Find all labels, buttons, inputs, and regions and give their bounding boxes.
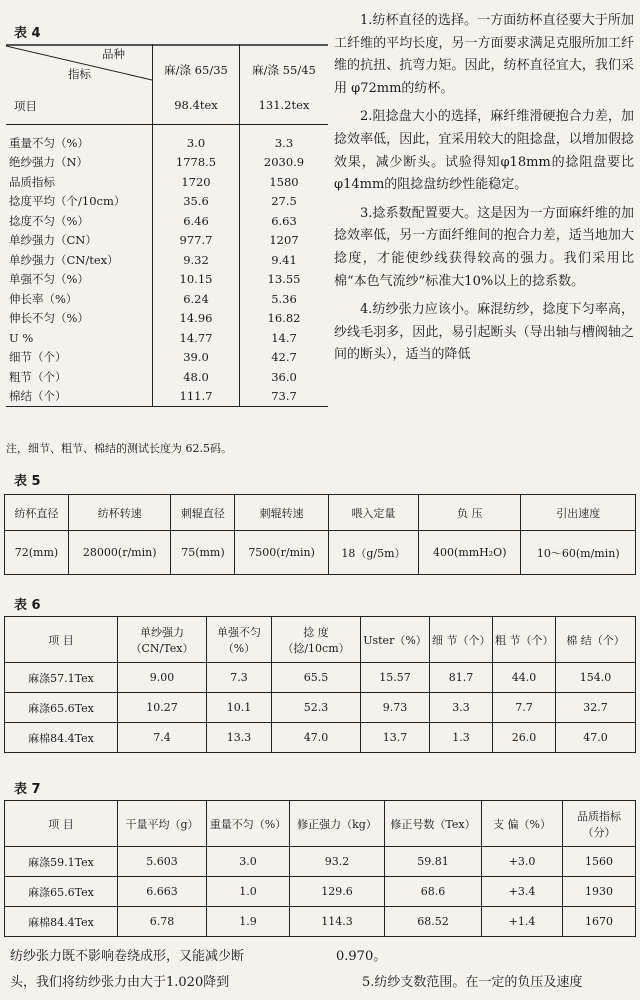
table4-header-product: 品种 <box>102 47 125 61</box>
table7: 项 目 干量平均（g） 重量不匀（%） 修正强力（kg） 修正号数（Tex） 支 偏（%） 品质指标（分） 麻涤59.1Tex 5.603 3.0 93.2 59.81 +3.0 1560 麻涤65.6Tex 6.663 1.0 129.6 68.6 +3.4 1930 麻棉84.4Tex 6.78 1.9 114.3 68.52 +1.4 1670 <box>4 800 636 937</box>
table-row: 棉结（个） 111.7 73.7 <box>6 387 328 407</box>
paragraph-2: 2.阻捻盘大小的选择，麻纤维滑硬抱合力差，加捻效率低，因此，宜采用较大的阻捻盘，以增加假捻效果，减少断头。试验得知φ18mm的捻阻盘要比φ14mm的阻捻盘纺纱性能稳定。 <box>334 109 634 193</box>
table7-caption: 表 7 <box>14 782 41 797</box>
table4-col1-header <box>153 44 240 125</box>
table4-corner-cell <box>6 44 153 125</box>
bottom-left-text <box>10 944 330 996</box>
table-row: 单纱强力（CN） 977.7 1207 <box>6 231 328 251</box>
table-row: 细节（个） 39.0 42.7 <box>6 348 328 368</box>
table-row: 捻度不匀（%） 6.46 6.63 <box>6 211 328 231</box>
table-row: 麻棉84.4Tex 6.78 1.9 114.3 68.52 +1.4 1670 <box>5 907 636 937</box>
table-row: 单强不匀（%） 10.15 13.55 <box>6 270 328 290</box>
table-row: U % 14.77 14.7 <box>6 328 328 348</box>
table-row: 重量不匀（%） 3.0 3.3 <box>6 133 328 153</box>
table4-note: 注，细节、粗节、棉结的测试长度为 62.5码。 <box>6 442 232 455</box>
table-row: 麻涤65.6Tex 10.27 10.1 52.3 9.73 3.3 7.7 32.7 <box>5 693 636 723</box>
table-row: 捻度平均（个/10cm） 35.6 27.5 <box>6 192 328 212</box>
bottom-left-line1: 纺纱张力既不影响卷绕成形，又能减少断 <box>10 949 245 964</box>
bottom-left-line2: 头，我们将纺纱张力由大于1.020降到 <box>10 975 230 990</box>
table-row: 伸长不匀（%） 14.96 16.82 <box>6 309 328 329</box>
right-column-text <box>334 10 634 367</box>
table4-col1-tex: 98.4tex <box>174 98 218 112</box>
table-row: 伸长率（%） 6.24 5.36 <box>6 289 328 309</box>
paragraph-3: 3.捻系数配置要大。这是因为一方面麻纤维的加捻效率低，另一方面纤维间的抱合力差，适当地加大捻度，才能使纱线获得较高的强力。我们采用比棉“本色气流纱”标准大10%以上的捻系数。 <box>334 205 634 289</box>
table-row: 麻涤65.6Tex 6.663 1.0 129.6 68.6 +3.4 1930 <box>5 877 636 907</box>
table5-caption: 表 5 <box>14 474 41 489</box>
table4-col2-name: 麻/涤 55/45 <box>252 63 316 77</box>
table-row: 麻涤59.1Tex 5.603 3.0 93.2 59.81 +3.0 1560 <box>5 847 636 877</box>
table4-caption: 表 4 <box>14 26 41 41</box>
table4-header-index: 指标 <box>68 67 91 81</box>
table4-col2-tex: 131.2tex <box>258 98 310 112</box>
bottom-right-text <box>336 944 636 996</box>
table4-col1-name: 麻/涤 65/35 <box>164 63 228 77</box>
table4-col2-header <box>240 44 329 125</box>
table-row: 麻涤57.1Tex 9.00 7.3 65.5 15.57 81.7 44.0 154.0 <box>5 663 636 693</box>
table-row: 粗节（个） 48.0 36.0 <box>6 367 328 387</box>
table-row: 品质指标 1720 1580 <box>6 172 328 192</box>
table-row: 绝纱强力（N） 1778.5 2030.9 <box>6 153 328 173</box>
bottom-right-line1: 0.970。 <box>336 949 387 964</box>
paragraph-4: 4.纺纱张力应该小。麻混纺纱，捻度下匀率高，纱线毛羽多，因此，易引起断头（导出轴与槽阀轴之间的断头），适当的降低 <box>334 302 634 363</box>
table-row: 单纱强力（CN/tex） 9.32 9.41 <box>6 250 328 270</box>
table5: 纺杯直径 纺杯转速 刺辊直径 刺辊转速 喂入定量 负 压 引出速度 72(mm) 28000(r/min) 75(mm) 7500(r/min) 18（g/5m） 400(mmH₂O) 10～60(m/min) <box>4 494 636 575</box>
bottom-right-line2: 5.纺纱支数范围。在一定的负压及速度 <box>362 975 583 990</box>
table6: 项 目 单纱强力（CN/Tex） 单强不匀（%） 捻 度（捻/10cm） Uster（%） 细 节（个） 粗 节（个） 棉 结（个） 麻涤57.1Tex 9.00 7.3 65.5 15.57 81.7 44.0 154.0 麻涤65.6Tex 10.27 10.1 52.3 9.73 3.3 7.7 32.7 麻棉84.4Tex 7.4 13.3 47.0 13.7 1.3 26.0 47.0 <box>4 616 636 753</box>
table-row: 麻棉84.4Tex 7.4 13.3 47.0 13.7 1.3 26.0 47.0 <box>5 723 636 753</box>
table4-header-item: 项目 <box>14 99 37 113</box>
table4 <box>6 44 328 407</box>
paragraph-1: 1.纺杯直径的选择。一方面纺杯直径要大于所加工纤维的平均长度，另一方面要求满足克服所加工纤维的抗扭、抗弯力矩。因此，纺杯直径宜大，我们采用 φ72mm的纺杯。 <box>334 13 634 96</box>
table6-caption: 表 6 <box>14 598 41 613</box>
